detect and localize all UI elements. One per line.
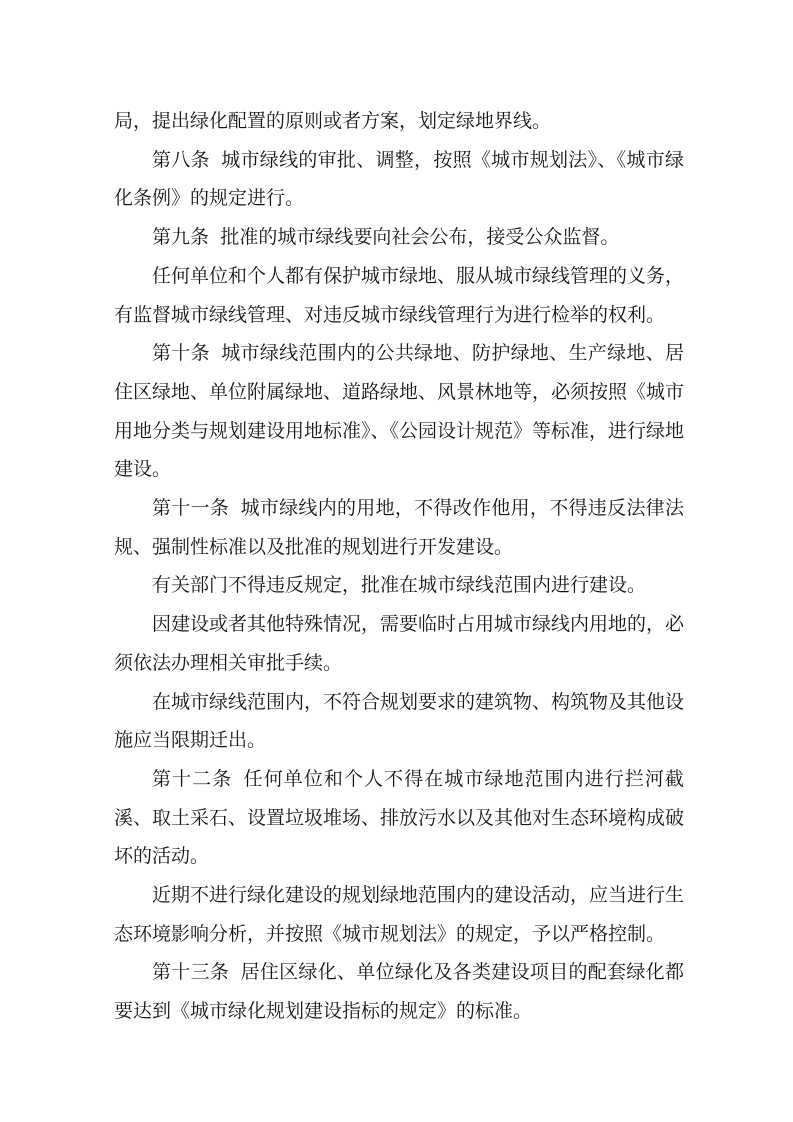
paragraph — [114, 567, 684, 606]
paragraph-text: 城市绿线范围内的公共绿地、防护绿地、生产绿地、居住区绿地、单位附属绿地、道路绿地、风景林地等，必须按照《城市用地分类与规划建设用地标准》、《公园设计规范》等标准，进行绿地建设。 — [114, 343, 685, 481]
paragraph — [114, 606, 684, 683]
paragraph-text: 任何单位和个人不得在城市绿地范围内进行拦河截溪、取土采石、设置垃圾堆场、排放污水以及其他对生态环境构成破坏的活动。 — [114, 768, 685, 868]
paragraph-text: 批准的城市绿线要向社会公布，接受公众监督。 — [220, 227, 620, 249]
paragraph — [114, 877, 684, 954]
paragraph — [114, 258, 684, 335]
paragraph-text: 有关部门不得违反规定，批准在城市绿线范围内进行建设。 — [152, 575, 647, 597]
paragraph — [114, 954, 684, 1031]
article-label: 第八条 — [152, 149, 210, 171]
article-label: 第十三条 — [152, 962, 230, 984]
paragraph-text: 居住区绿化、单位绿化及各类建设项目的配套绿化都要达到《城市绿化规划建设指标的规定》的标准。 — [114, 962, 684, 1023]
article-label: 第九条 — [152, 227, 210, 249]
paragraph — [114, 103, 684, 142]
paragraph-text: 局，提出绿化配置的原则或者方案，划定绿地界线。 — [114, 111, 552, 132]
paragraph — [114, 335, 684, 490]
paragraph — [114, 684, 684, 761]
paragraph-text: 任何单位和个人都有保护城市绿地、服从城市绿线管理的义务，有监督城市绿线管理、对违反城市绿线管理行为进行检举的权利。 — [114, 265, 685, 326]
paragraph — [114, 490, 684, 567]
paragraph — [114, 142, 684, 219]
paragraph — [114, 219, 684, 258]
paragraph — [114, 761, 684, 877]
paragraph-text: 因建设或者其他特殊情况，需要临时占用城市绿线内用地的，必须依法办理相关审批手续。 — [114, 614, 685, 674]
paragraph-text: 近期不进行绿化建设的规划绿地范围内的建设活动，应当进行生态环境影响分析，并按照《城市规划法》的规定，予以严格控制。 — [114, 885, 685, 945]
article-label: 第十二条 — [152, 768, 233, 790]
paragraph-text: 城市绿线的审批、调整，按照《城市规划法》、《城市绿化条例》的规定进行。 — [114, 149, 684, 210]
paragraph-text: 在城市绿线范围内，不符合规划要求的建筑物、构筑物及其他设施应当限期迁出。 — [114, 691, 685, 752]
document-text-block — [114, 103, 684, 1032]
article-label: 第十一条 — [152, 498, 230, 520]
article-label: 第十条 — [152, 343, 210, 365]
paragraph-text: 城市绿线内的用地，不得改作他用，不得违反法律法规、强制性标准以及批准的规划进行开发建设。 — [114, 498, 684, 558]
